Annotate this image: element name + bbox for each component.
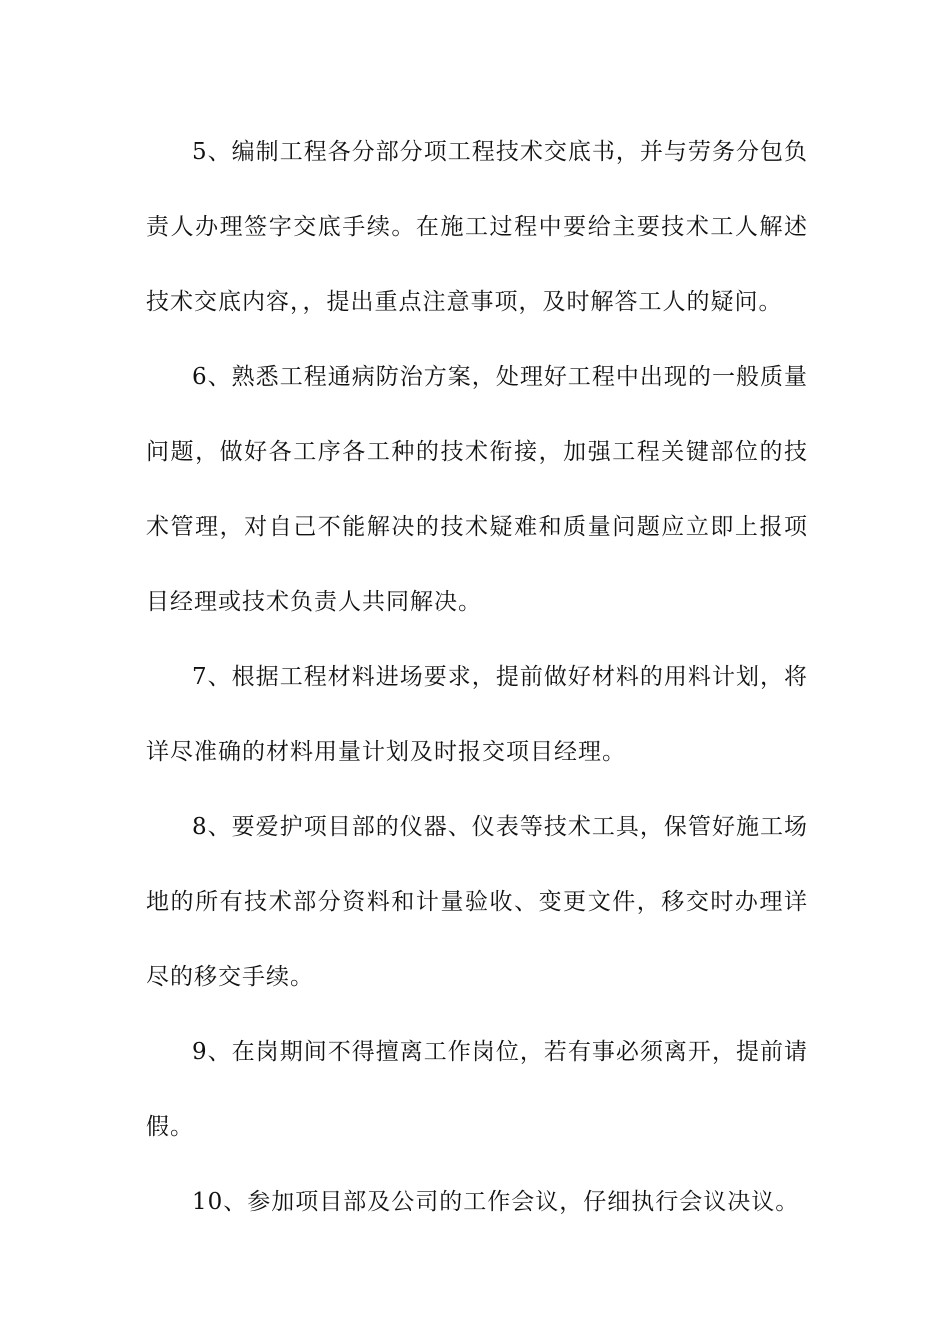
paragraph-item-10: 10、参加项目部及公司的工作会议，仔细执行会议决议。	[192, 1189, 800, 1215]
paragraph-item-9: 9、在岗期间不得擅离工作岗位，若有事必须离开，提前请假。	[146, 1039, 808, 1140]
paragraph-item-6: 6、熟悉工程通病防治方案，处理好工程中出现的一般质量问题，做好各工序各工种的技术衔接，加强工程关键部位的技术管理，对自己不能解决的技术疑难和质量问题应立即上报项目经理或技术负责人共同解决。	[146, 364, 808, 615]
document-body	[146, 115, 808, 1240]
paragraph-item-7: 7、根据工程材料进场要求，提前做好材料的用料计划，将详尽准确的材料用量计划及时报交项目经理。	[146, 664, 808, 765]
paragraph-item-8: 8、要爱护项目部的仪器、仪表等技术工具，保管好施工场地的所有技术部分资料和计量验收、变更文件，移交时办理详尽的移交手续。	[146, 814, 808, 990]
paragraph-item-5: 5、编制工程各分部分项工程技术交底书，并与劳务分包负责人办理签字交底手续。在施工过程中要给主要技术工人解述技术交底内容，，提出重点注意事项，及时解答工人的疑问。	[146, 139, 808, 315]
